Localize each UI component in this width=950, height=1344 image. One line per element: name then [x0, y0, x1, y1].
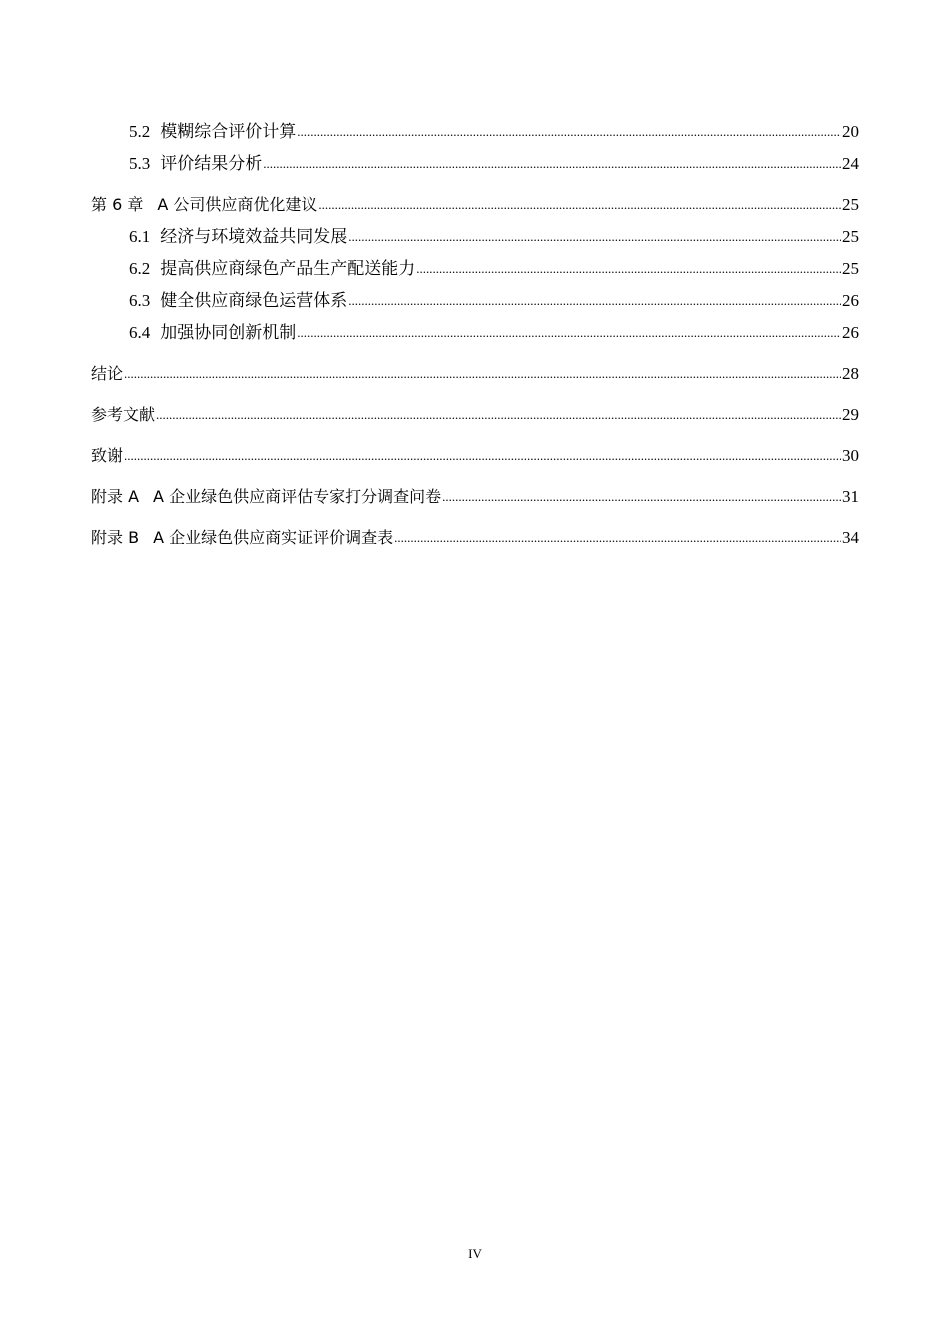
- toc-entry-number: 6.4: [129, 323, 151, 342]
- toc-entry-page: 30: [842, 446, 859, 465]
- toc-entry-5-2[interactable]: [91, 116, 859, 148]
- toc-entry-appendix-a[interactable]: [91, 481, 859, 513]
- table-of-contents: [91, 116, 859, 554]
- toc-entry-number: 5.3: [129, 154, 151, 173]
- toc-entry-references[interactable]: [91, 399, 859, 431]
- toc-entry-title: 参考文献: [91, 405, 156, 424]
- toc-entry-title: 加强协同创新机制: [160, 323, 297, 342]
- dot-leader: [297, 316, 841, 349]
- dot-leader: [442, 480, 841, 513]
- toc-entry-chapter-6[interactable]: [91, 189, 859, 221]
- toc-entry-title: 经济与环境效益共同发展: [160, 227, 348, 246]
- toc-entry-title: 提高供应商绿色产品生产配送能力: [160, 259, 416, 278]
- toc-entry-page: 34: [842, 528, 859, 547]
- toc-entry-page: 28: [842, 364, 859, 383]
- toc-entry-6-4[interactable]: [91, 317, 859, 349]
- toc-entry-number: 附录 B: [91, 528, 140, 547]
- toc-entry-page: 26: [842, 291, 859, 310]
- toc-entry-appendix-b[interactable]: [91, 522, 859, 554]
- dot-leader: [124, 439, 841, 472]
- toc-entry-page: 25: [842, 259, 859, 278]
- toc-entry-6-3[interactable]: [91, 285, 859, 317]
- toc-entry-number: 5.2: [129, 122, 151, 141]
- toc-entry-page: 24: [842, 154, 859, 173]
- toc-entry-5-3[interactable]: [91, 148, 859, 180]
- toc-entry-acknowledgements[interactable]: [91, 440, 859, 472]
- toc-entry-number: 附录 A: [91, 487, 140, 506]
- toc-entry-page: 25: [842, 227, 859, 246]
- toc-entry-page: 26: [842, 323, 859, 342]
- toc-entry-number: 6.1: [129, 227, 151, 246]
- toc-entry-number: 6.2: [129, 259, 151, 278]
- toc-entry-title: 评价结果分析: [160, 154, 263, 173]
- dot-leader: [297, 115, 841, 148]
- toc-entry-title: A 企业绿色供应商评估专家打分调查问卷: [153, 487, 442, 506]
- toc-entry-title: 健全供应商绿色运营体系: [160, 291, 348, 310]
- dot-leader: [318, 188, 841, 221]
- dot-leader: [348, 284, 841, 317]
- page-footer-number: IV: [468, 1246, 482, 1261]
- toc-entry-title: 模糊综合评价计算: [160, 122, 297, 141]
- toc-entry-conclusion[interactable]: [91, 358, 859, 390]
- toc-entry-title: 致谢: [91, 446, 124, 465]
- dot-leader: [156, 398, 841, 431]
- dot-leader: [394, 521, 841, 554]
- toc-entry-6-1[interactable]: [91, 221, 859, 253]
- toc-entry-page: 25: [842, 195, 859, 214]
- dot-leader: [348, 220, 841, 253]
- dot-leader: [124, 357, 841, 390]
- dot-leader: [263, 147, 841, 180]
- toc-entry-title: A 企业绿色供应商实证评价调查表: [153, 528, 394, 547]
- toc-entry-number: 第 6 章: [91, 195, 144, 214]
- toc-entry-page: 29: [842, 405, 859, 424]
- toc-entry-title: A 公司供应商优化建议: [157, 195, 318, 214]
- toc-entry-page: 31: [842, 487, 859, 506]
- toc-entry-page: 20: [842, 122, 859, 141]
- toc-entry-6-2[interactable]: [91, 253, 859, 285]
- toc-entry-number: 6.3: [129, 291, 151, 310]
- toc-entry-title: 结论: [91, 364, 124, 383]
- dot-leader: [416, 252, 841, 285]
